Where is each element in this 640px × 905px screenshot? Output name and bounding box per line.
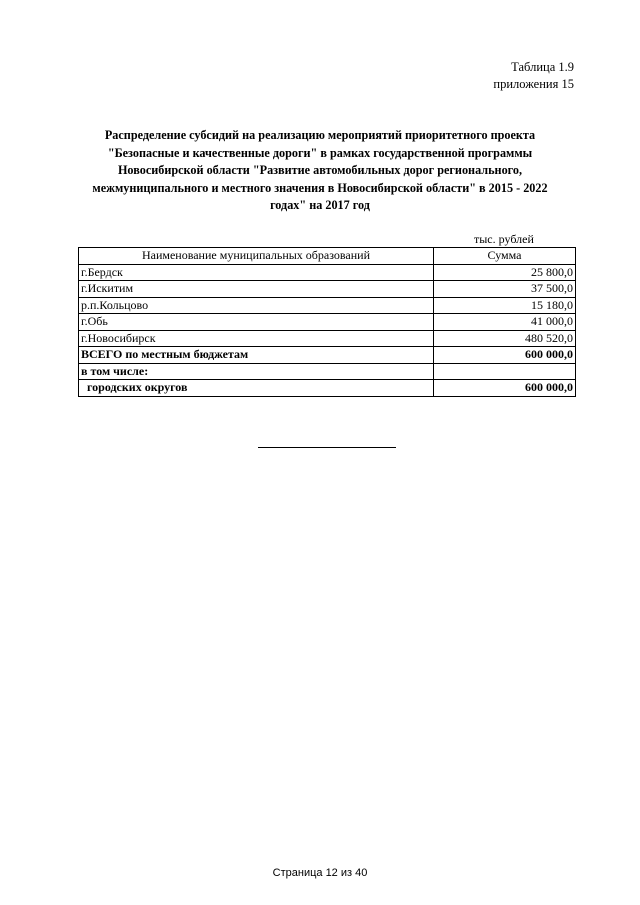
- title-line: Новосибирской области "Развитие автомобильных дорог регионального,: [117, 163, 523, 177]
- table-header-row: [79, 248, 576, 265]
- row-value: 15 180,0: [434, 297, 576, 314]
- urban-districts-value: 600 000,0: [434, 380, 576, 397]
- row-value: 37 500,0: [434, 281, 576, 298]
- including-row: [79, 363, 576, 380]
- total-value: 600 000,0: [434, 347, 576, 364]
- table-row: [79, 281, 576, 298]
- title-line: Распределение субсидий на реализацию мероприятий приоритетного проекта: [104, 128, 536, 142]
- table-row: [79, 314, 576, 331]
- table-row: [79, 264, 576, 281]
- urban-districts-name: городских округов: [79, 380, 434, 397]
- units-label: тыс. рублей: [474, 232, 534, 246]
- subsidy-table: [78, 247, 576, 397]
- row-name: г.Искитим: [79, 281, 434, 298]
- including-value: [434, 363, 576, 380]
- total-name: ВСЕГО по местным бюджетам: [79, 347, 434, 364]
- table-row: [79, 330, 576, 347]
- table-row: [79, 297, 576, 314]
- row-name: г.Обь: [79, 314, 434, 331]
- row-name: р.п.Кольцово: [79, 297, 434, 314]
- column-header-name: Наименование муниципальных образований: [79, 248, 434, 265]
- row-value: 480 520,0: [434, 330, 576, 347]
- title-line: межмуниципального и местного значения в Новосибирской области" в 2015 - 2022: [92, 180, 548, 195]
- appendix-label: приложения 15: [493, 77, 574, 91]
- title-line: годах" на 2017 год: [270, 198, 370, 212]
- page-number: Страница 12 из 40: [272, 867, 368, 879]
- total-row: [79, 347, 576, 364]
- including-label: в том числе:: [79, 363, 434, 380]
- horizontal-rule: [258, 447, 396, 448]
- row-name: г.Новосибирск: [79, 330, 434, 347]
- row-value: 41 000,0: [434, 314, 576, 331]
- document-title: [70, 127, 570, 215]
- urban-districts-row: [79, 380, 576, 397]
- column-header-sum: Сумма: [434, 248, 576, 265]
- table-number-label: Таблица 1.9: [511, 60, 574, 74]
- row-value: 25 800,0: [434, 264, 576, 281]
- title-line: "Безопасные и качественные дороги" в рамках государственной программы: [107, 145, 533, 160]
- row-name: г.Бердск: [79, 264, 434, 281]
